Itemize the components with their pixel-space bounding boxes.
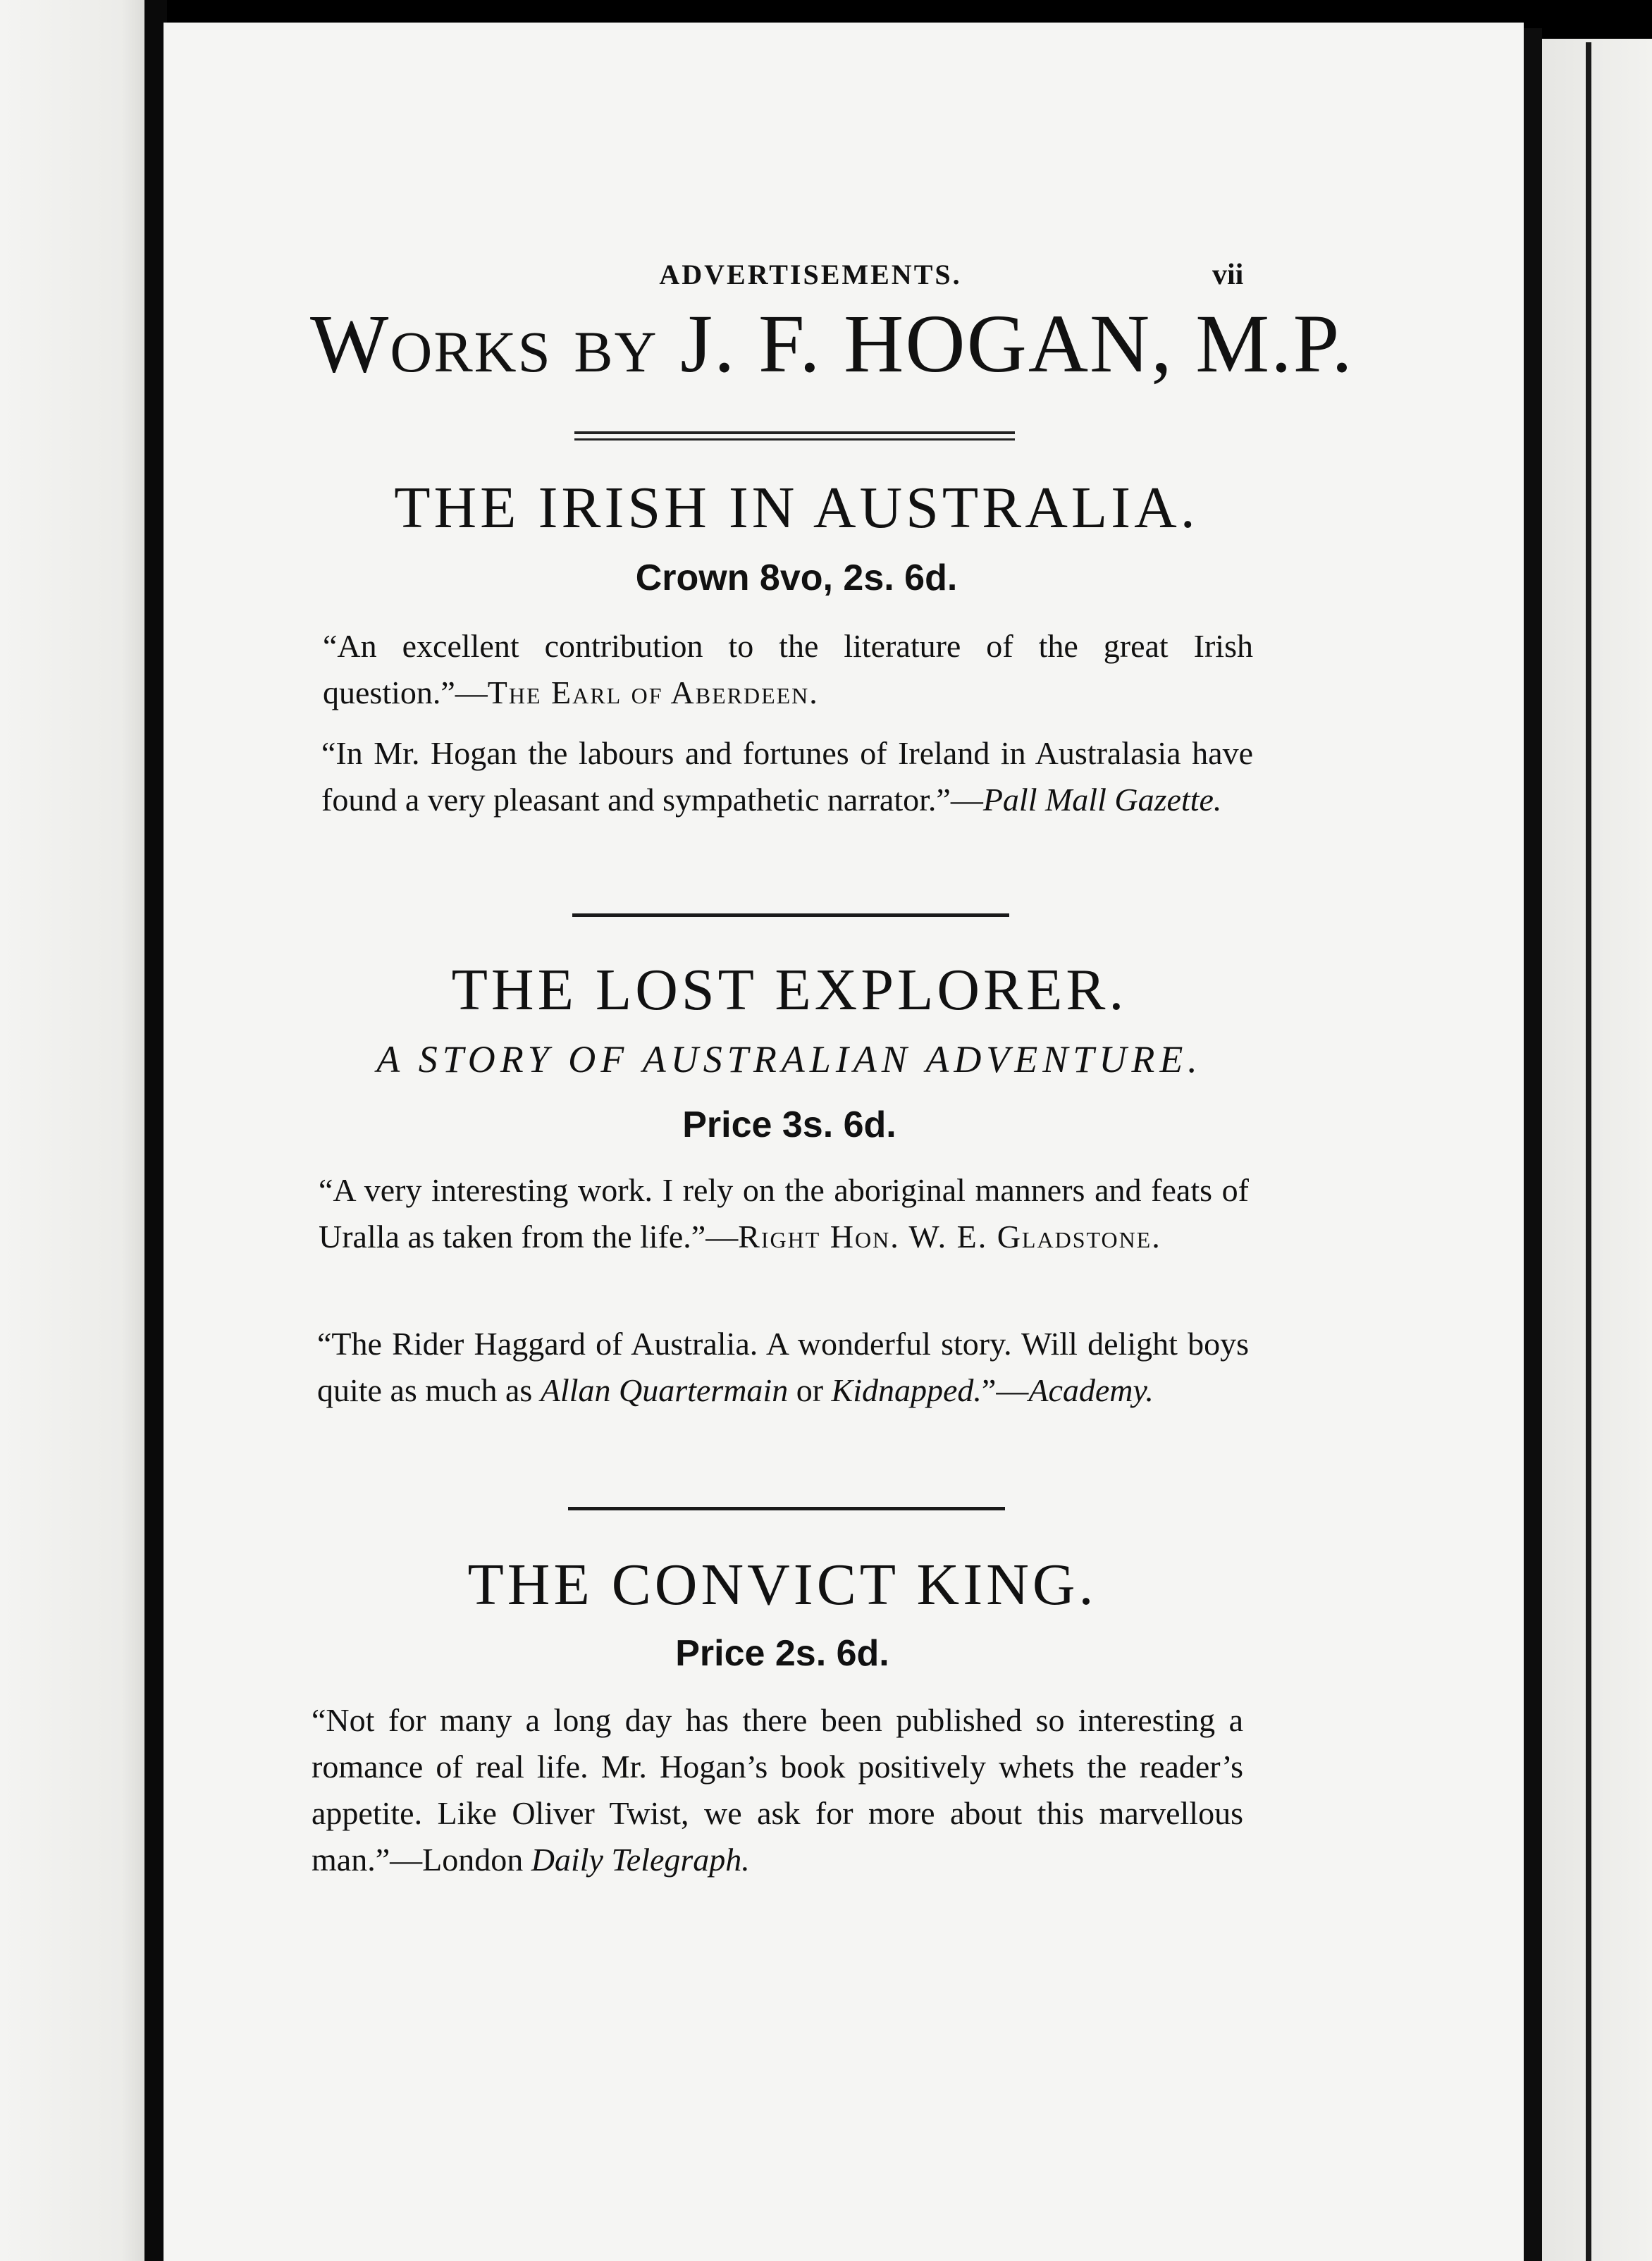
review-quote: [317, 1321, 1249, 1414]
book-price: Price 3s. 6d.: [682, 1104, 896, 1145]
review-text: “The Rider Haggard of Australia. A wonderful story. Will delight boys quite as much as: [317, 1326, 1249, 1408]
book-title: THE IRISH IN AUSTRALIA.: [394, 475, 1199, 541]
book-price: Crown 8vo, 2s. 6d.: [635, 557, 958, 598]
review-quote: [323, 623, 1253, 716]
double-rule: [574, 431, 1015, 441]
book-price: Price 2s. 6d.: [675, 1633, 889, 1674]
review-quote: [319, 1167, 1249, 1260]
right-page-edge: [1542, 39, 1652, 2261]
review-text: “Not for many a long day has there been published so interesting a romance of real life. Mr. Hogan’s book positively whets the reader’s appetite. Like Oliver Twist, we ask for more about this marvellous man.”—London: [312, 1702, 1243, 1878]
review-text: or: [788, 1372, 832, 1408]
section-rule: [568, 1507, 1005, 1510]
book-title: THE CONVICT KING.: [467, 1552, 1097, 1618]
review-text: “A very interesting work. I rely on the aboriginal manners and feats of Uralla as taken from the life.”—: [319, 1172, 1249, 1255]
book-subtitle: A STORY OF AUSTRALIAN ADVENTURE.: [376, 1038, 1202, 1080]
review-source: Right Hon. W. E. Gladstone.: [738, 1219, 1161, 1255]
review-source: Academy.: [1028, 1372, 1154, 1408]
review-source: The Earl of Aberdeen.: [487, 674, 819, 710]
review-text: “An excellent contribution to the literature of the great Irish question.”—: [323, 628, 1253, 710]
page-title: Works by J. F. HOGAN, M.P.: [310, 297, 1354, 390]
review-text: “In Mr. Hogan the labours and fortunes of Ireland in Australasia have found a very pleasant and sympathetic narrator.”—: [321, 735, 1253, 818]
book-reference: Kidnapped.: [831, 1372, 982, 1408]
right-page-line: [1586, 42, 1591, 2261]
left-page-edge: [0, 0, 152, 2261]
review-source: Daily Telegraph.: [531, 1842, 750, 1878]
review-quote: [321, 730, 1253, 823]
book-title: THE LOST EXPLORER.: [451, 957, 1128, 1023]
running-head: ADVERTISEMENTS.: [659, 259, 962, 290]
book-reference: Allan Quartermain: [540, 1372, 789, 1408]
page-number: vii: [1212, 259, 1244, 291]
right-page-shadow: [1524, 28, 1542, 2261]
review-text: ”—: [981, 1372, 1029, 1408]
section-rule: [572, 913, 1009, 917]
review-quote: [312, 1697, 1243, 1883]
review-source: Pall Mall Gazette.: [982, 782, 1222, 818]
